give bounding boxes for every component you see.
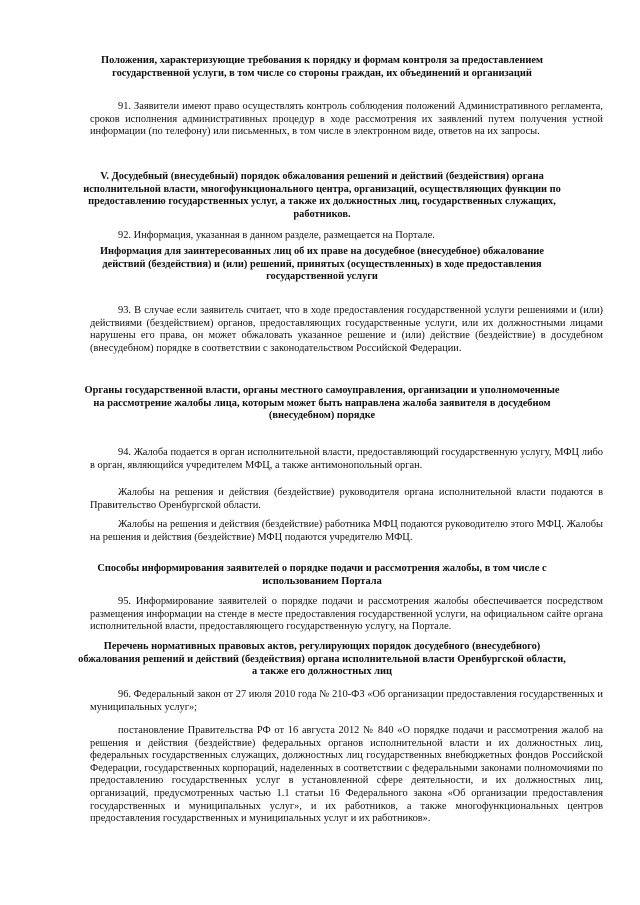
section-heading-legal-acts: Перечень нормативных правовых актов, регулирующих порядок досудебного (внесудебного) обжалования решений и действий (бездействия) органа исполнительной власти Оренбургской области, а также его должностных лиц: [78, 641, 566, 678]
paragraph-96: 96. Федеральный закон от 27 июля 2010 года № 210-ФЗ «Об организации предоставления государственных и муниципальных услуг»;: [90, 689, 603, 713]
paragraph-94: 94. Жалоба подается в орган исполнительной власти, предоставляющий государственную услугу, МФЦ либо в орган, являющийся учредителем МФЦ, а также антимонопольный орган.: [90, 447, 603, 471]
section-heading-authorities: Органы государственной власти, органы местного самоуправления, организации и уполномоченные на рассмотрение жалобы лица, которым может быть направлена жалоба заявителя в досудебном (внесудебном) порядке: [84, 385, 560, 422]
section-heading-info-rights: Информация для заинтересованных лиц об их праве на досудебное (внесудебное) обжалование действий (бездействия) и (или) решений, принятых (осуществленных) в ходе предоставления государственной услуги: [99, 246, 545, 283]
paragraph-94-head-complaints: Жалобы на решения и действия (бездействие) руководителя органа исполнительной власти подаются в Правительство Оренбургской области.: [90, 487, 603, 511]
paragraph-92: 92. Информация, указанная в данном разделе, размещается на Портале.: [118, 230, 435, 241]
paragraph-93: 93. В случае если заявитель считает, что в ходе предоставления государственной услуги решениями и (или) действиями (бездействием) органов, предоставляющих государственные услуги, или их должностными лицами нарушены его права, он может обжаловать указанное решение и (или) действие (бездействие) в досудебном (внесудебном) порядке в соответствии с законодательством Российской Федерации.: [90, 305, 603, 354]
paragraph-94-mfc-complaints: Жалобы на решения и действия (бездействие) работника МФЦ подаются руководителю этого МФЦ. Жалобы на решения и действия (бездействие) МФЦ подаются учредителю МФЦ.: [90, 519, 603, 543]
section-heading-control: Положения, характеризующие требования к порядку и формам контроля за предоставлением государственной услуги, в том числе со стороны граждан, их объединений и организаций: [100, 55, 544, 79]
section-heading-v-appeal: V. Досудебный (внесудебный) порядок обжалования решений и действий (бездействия) органа исполнительной власти, многофункционального центра, организаций, осуществляющих функции по предоставлению государственных услуг, а также их должностных лиц, государственных служащих, работников.: [83, 171, 561, 220]
paragraph-96-resolution-840: постановление Правительства РФ от 16 августа 2012 № 840 «О порядке подачи и рассмотрения жалоб на решения и действия (бездействие) федеральных органов исполнительной власти и их должностных лиц, федеральных государственных служащих, должностных лиц государственных внебюджетных фондов Российской Федерации, государственных корпораций, наделенных в соответствии с федеральными законами полномочиями по предоставлению государственных услуг в установленной сфере деятельности, и их должностных лиц, организаций, предусмотренных частью 1.1 статьи 16 Федерального закона «Об организации предоставления государственных и муниципальных услуг», и их работников, а также многофункциональных центров предоставления государственных и муниципальных услуг и их работников».: [90, 725, 603, 825]
section-heading-informing: Способы информирования заявителей о порядке подачи и рассмотрения жалобы, в том числе с использованием Портала: [97, 563, 547, 587]
paragraph-95: 95. Информирование заявителей о порядке подачи и рассмотрения жалобы обеспечивается посредством размещения информации на стенде в месте предоставления государственной услуги, на официальном сайте органа исполнительной власти, предоставляющего государственную услугу, на Портале.: [90, 596, 603, 633]
paragraph-91: 91. Заявители имеют право осуществлять контроль соблюдения положений Административного регламента, сроков исполнения административных процедур в ходе рассмотрения их заявлений путем получения устной информации (по телефону) или письменных, в том числе в электронном виде, ответов на их запросы.: [90, 101, 603, 138]
